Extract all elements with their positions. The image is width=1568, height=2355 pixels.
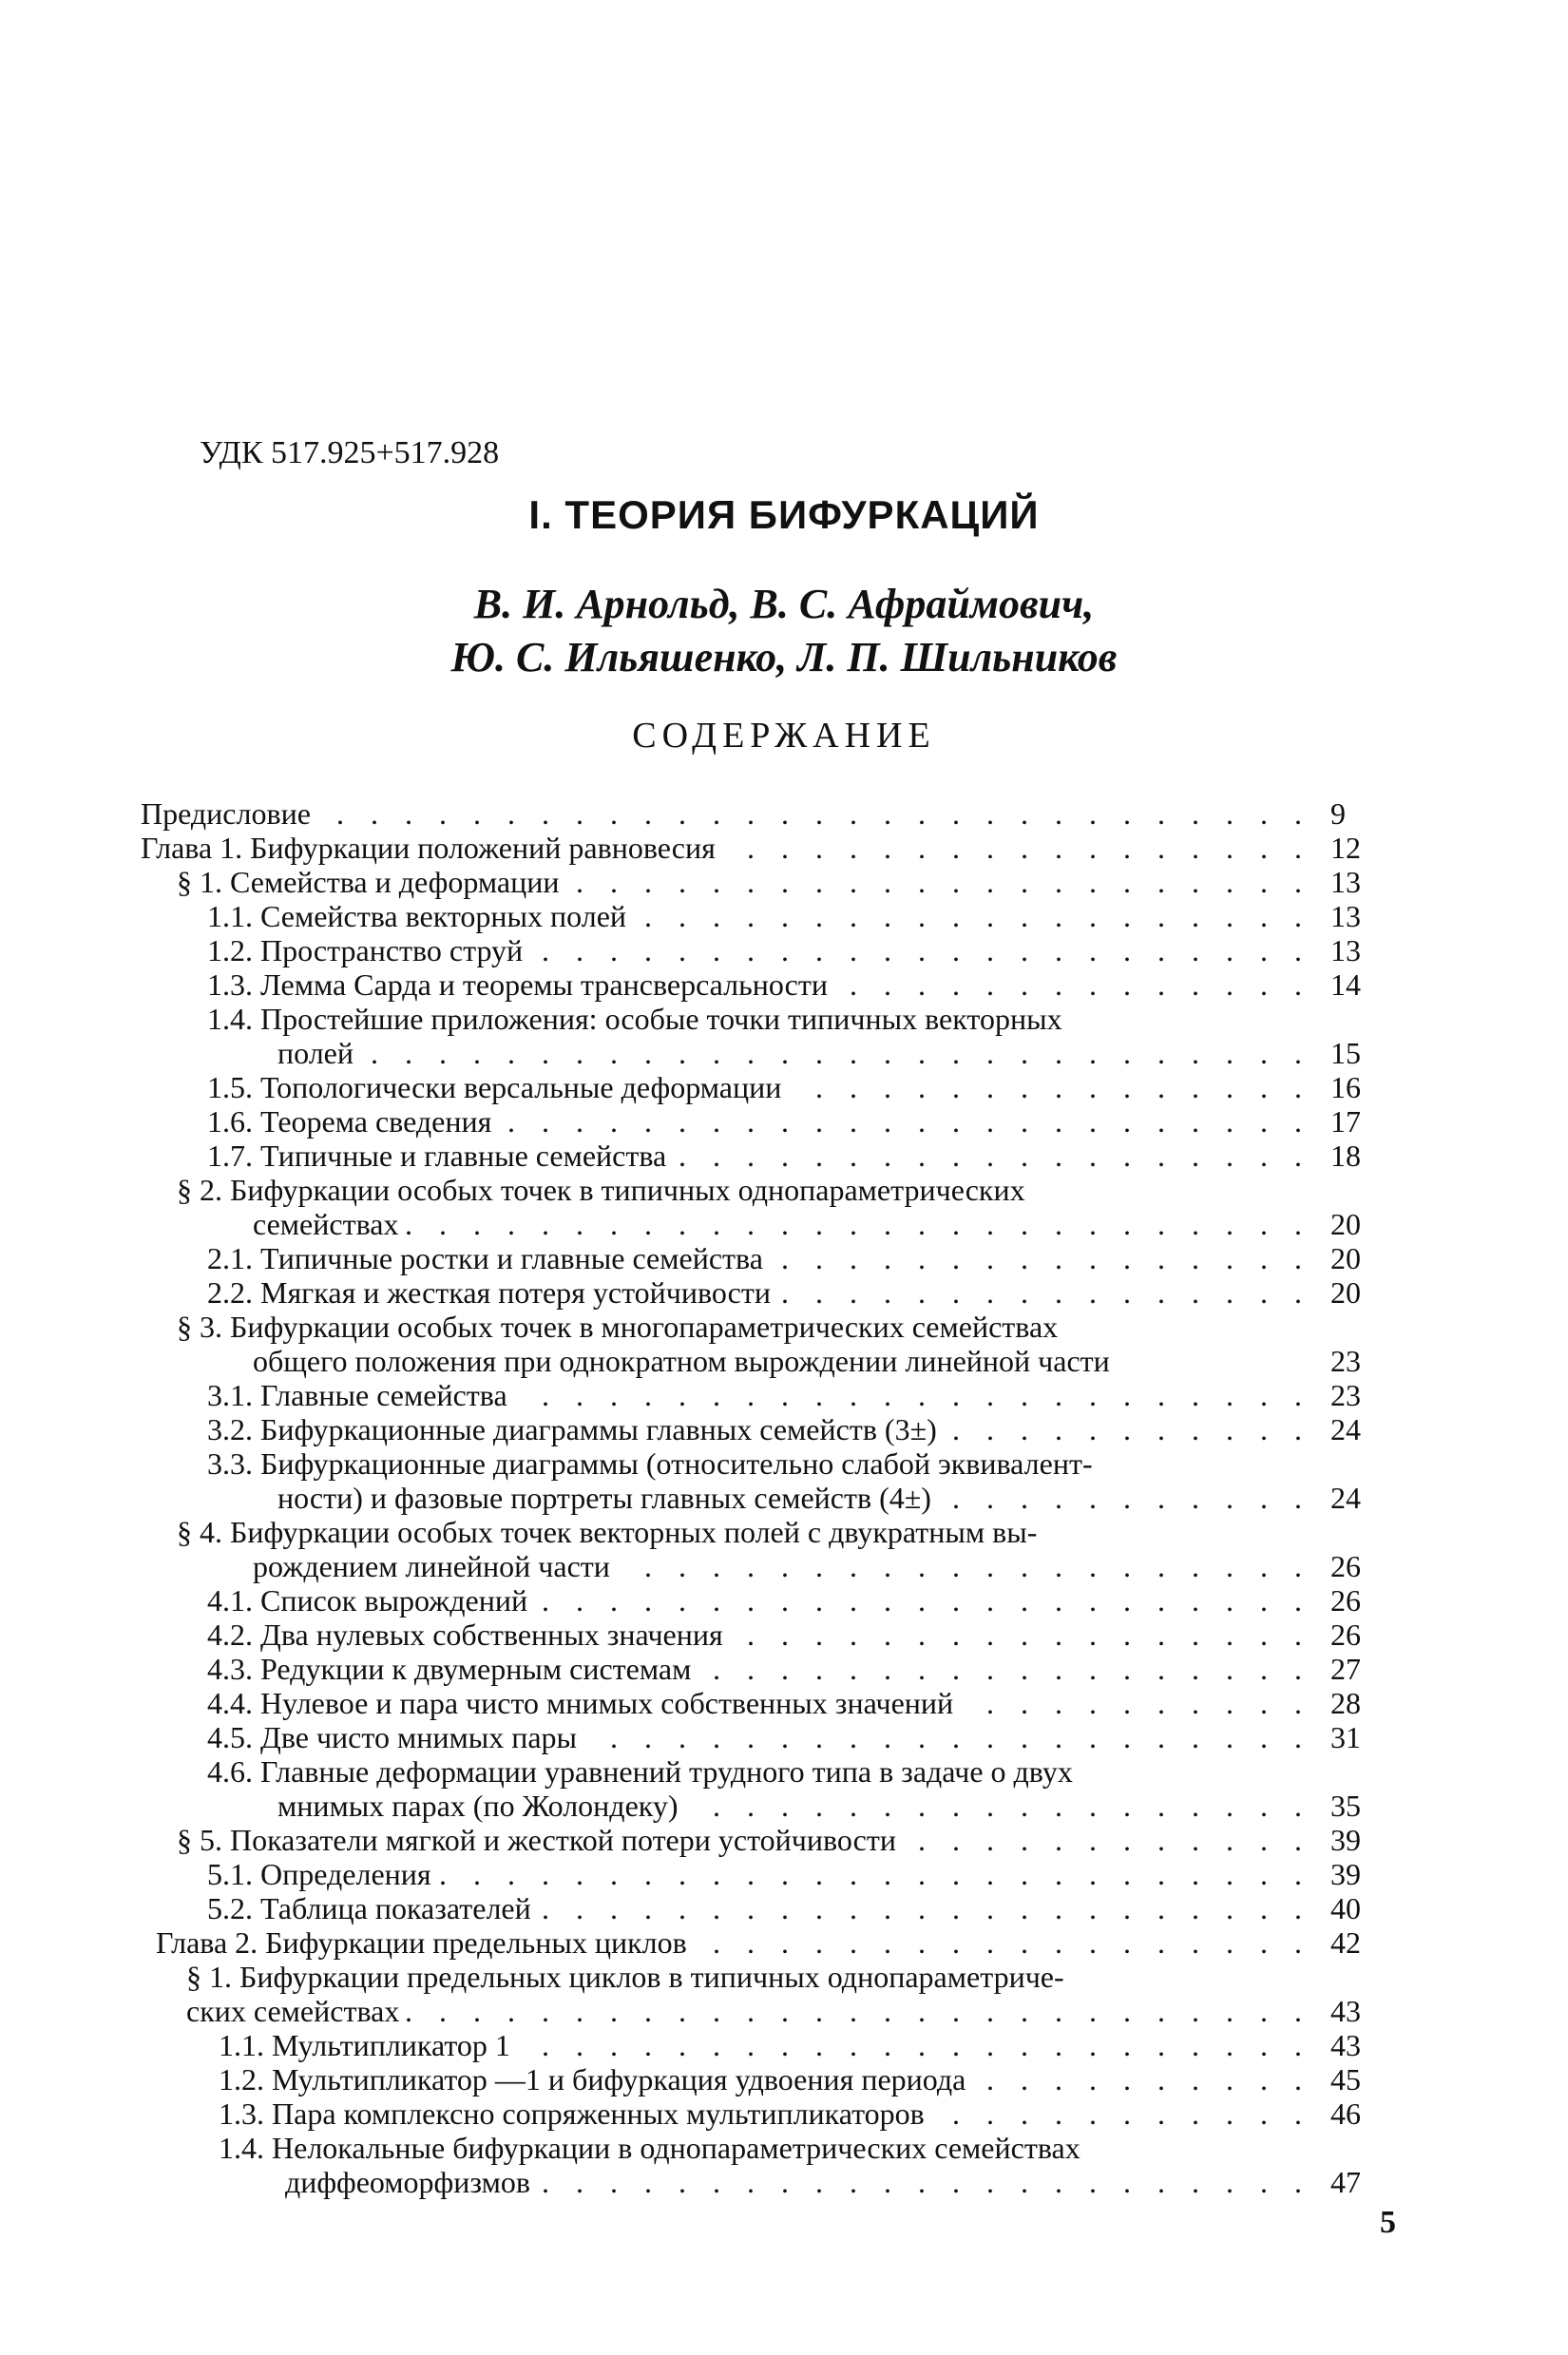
toc-entry-title: 1.6. Теорема сведения [207,1104,497,1139]
toc-entry [141,1925,1406,1960]
toc-entry-page: 20 [1330,1207,1361,1241]
toc-entry [141,1344,1406,1378]
toc-entry-title: § 5. Показатели мягкой и жесткой потери устойчивости [177,1823,902,1857]
toc-entry-title: ности) и фазовые портреты главных семейств (4±) [277,1481,937,1515]
toc-entry-page: 14 [1330,967,1361,1002]
toc-entry-text-wrap [207,1241,1311,1275]
toc-entry [141,1207,1406,1241]
toc-entry-title: 1.3. Лемма Сарда и теоремы трансверсальности [207,967,833,1002]
toc-entry-text-wrap [207,933,1311,967]
toc-entry [141,1891,1406,1925]
toc-entry-page: 26 [1330,1618,1361,1652]
toc-entry-title: диффеоморфизмов [285,2165,536,2199]
toc-entry-text-wrap [219,2062,1311,2097]
toc-entry [141,2131,1406,2165]
toc-entry-title: 1.1. Семейства векторных полей [207,899,632,933]
toc-entry-page: 20 [1330,1241,1361,1275]
toc-entry [141,1960,1406,1994]
toc-entry-text-wrap [207,1686,1311,1720]
authors-line: В. И. Арнольд, В. С. Афраймович, [473,581,1095,627]
authors-line: Ю. С. Ильяшенко, Л. П. Шильников [450,634,1118,680]
toc-entry [141,1310,1406,1344]
toc-entry-text-wrap [207,1857,1311,1891]
toc-entry [141,1173,1406,1207]
toc-entry-text-wrap [207,1275,1311,1310]
toc-entry [141,1104,1406,1139]
udk-code: УДК 517.925+517.928 [200,435,500,470]
toc-entry-text-wrap [207,1652,1311,1686]
toc-entry-text-wrap [177,1823,1311,1857]
toc-entry-text-wrap [141,831,1311,865]
toc-entry-page: 43 [1330,2028,1361,2062]
toc-entry-text-wrap [186,1994,1311,2028]
toc-entry-page: 13 [1330,865,1361,899]
toc-entry-title: 4.2. Два нулевых собственных значения [207,1618,729,1652]
toc-entry-title: рождением линейной части [253,1549,616,1583]
toc-entry-page: 18 [1330,1139,1361,1173]
toc-entry-text-wrap [207,1139,1311,1173]
toc-entry-title: полей [277,1036,359,1070]
toc-entry-text-wrap [207,967,1311,1002]
toc-entry-page: 24 [1330,1412,1361,1446]
toc-entry-text-wrap [207,1720,1311,1754]
toc-entry-page: 26 [1330,1549,1361,1583]
toc-entry-page: 12 [1330,831,1361,865]
toc-entry-title: мнимых парах (по Жолондеку) [277,1789,684,1823]
toc-entry-title: 4.1. Список вырождений [207,1583,533,1618]
toc-entry [141,1378,1406,1412]
toc-entry [141,933,1406,967]
toc-entry-title: 1.2. Пространство струй [207,933,528,967]
toc-entry-title: 1.5. Топологически версальные деформации [207,1070,787,1104]
toc-entry [141,1002,1406,1036]
toc-entry-text-wrap [207,1754,1311,1789]
toc-entry-title: § 1. Семейства и деформации [177,865,564,899]
toc-entry [141,899,1406,933]
toc-entry-title: семействах [253,1207,404,1241]
toc-entry [141,1618,1406,1652]
toc-entry-title: 3.3. Бифуркационные диаграммы (относительно слабой эквивалент- [207,1446,1099,1481]
toc-entry [141,1549,1406,1583]
toc-entry-title: 5.2. Таблица показателей [207,1891,537,1925]
toc-entry-title: § 4. Бифуркации особых точек векторных полей с двукратным вы- [177,1515,1042,1549]
toc-entry-page: 43 [1330,1994,1361,2028]
toc-entry [141,1275,1406,1310]
toc-entry-text-wrap [207,1412,1311,1446]
toc-entry [141,1789,1406,1823]
toc-entry-page: 26 [1330,1583,1361,1618]
toc-entry-title: 4.4. Нулевое и пара чисто мнимых собственных значений [207,1686,959,1720]
toc-entry-page: 24 [1330,1481,1361,1515]
toc-entry [141,831,1406,865]
toc-entry-page: 9 [1330,796,1346,831]
toc-entry-title: Глава 1. Бифуркации положений равновесия [141,831,721,865]
toc-entry-title: 4.5. Две чисто мнимых пары [207,1720,583,1754]
toc-entry-text-wrap [253,1549,1311,1583]
toc-entry [141,796,1406,831]
toc-entry-page: 47 [1330,2165,1361,2199]
contents-heading: СОДЕРЖАНИЕ [632,716,936,756]
toc-entry-text-wrap [207,1891,1311,1925]
toc-entry-page: 13 [1330,933,1361,967]
toc-entry [141,2062,1406,2097]
toc-entry-page: 28 [1330,1686,1361,1720]
toc-entry [141,1857,1406,1891]
toc-entry-title: 1.2. Мультипликатор —1 и бифуркация удвоения периода [219,2062,971,2097]
toc-entry [141,1515,1406,1549]
toc-entry-page: 15 [1330,1036,1361,1070]
section-title: I. ТЕОРИЯ БИФУРКАЦИЙ [528,492,1040,537]
toc-entry [141,1720,1406,1754]
toc-entry-title: Глава 2. Бифуркации предельных циклов [156,1925,693,1960]
table-of-contents [141,796,1406,2199]
toc-entry-title: 3.2. Бифуркационные диаграммы главных семейств (3±) [207,1412,943,1446]
toc-entry [141,1412,1406,1446]
toc-entry-text-wrap [219,2028,1311,2062]
toc-entry-page: 23 [1330,1378,1361,1412]
toc-entry-title: 1.1. Мультипликатор 1 [219,2028,516,2062]
toc-entry-title: 5.1. Определения [207,1857,437,1891]
toc-entry-title: 4.3. Редукции к двумерным системам [207,1652,697,1686]
toc-entry-title: 1.4. Простейшие приложения: особые точки типичных векторных [207,1002,1068,1036]
toc-entry-text-wrap [219,2131,1311,2165]
toc-entry [141,1994,1406,2028]
toc-entry-text-wrap [207,1378,1311,1412]
toc-entry [141,2097,1406,2131]
toc-entry-page: 27 [1330,1652,1361,1686]
toc-entry-text-wrap [207,1446,1311,1481]
toc-entry [141,1652,1406,1686]
toc-entry [141,2028,1406,2062]
toc-entry-text-wrap [285,2165,1311,2199]
toc-entry-title: § 1. Бифуркации предельных циклов в типичных однопараметриче- [186,1960,1070,1994]
toc-entry [141,1139,1406,1173]
toc-entry-text-wrap [207,1583,1311,1618]
toc-entry [141,1481,1406,1515]
toc-entry-title: 2.1. Типичные ростки и главные семейства [207,1241,769,1275]
toc-entry-page: 20 [1330,1275,1361,1310]
toc-entry-text-wrap [207,899,1311,933]
toc-entry [141,1754,1406,1789]
toc-entry-text-wrap [277,1036,1311,1070]
toc-entry [141,2165,1406,2199]
toc-entry-page: 45 [1330,2062,1361,2097]
toc-entry-page: 40 [1330,1891,1361,1925]
authors [0,578,1568,684]
toc-entry-text-wrap [277,1481,1311,1515]
toc-entry-page: 13 [1330,899,1361,933]
toc-entry-page: 39 [1330,1857,1361,1891]
toc-entry-text-wrap [177,1173,1311,1207]
toc-entry-title: ских семействах [186,1994,405,2028]
toc-entry [141,1583,1406,1618]
toc-entry-title: 4.6. Главные деформации уравнений трудного типа в задаче о двух [207,1754,1079,1789]
toc-entry-page: 31 [1330,1720,1361,1754]
toc-entry [141,865,1406,899]
toc-entry [141,1686,1406,1720]
toc-entry-text-wrap [207,1002,1311,1036]
toc-entry-text-wrap [177,1310,1311,1344]
toc-entry [141,1823,1406,1857]
toc-entry [141,1070,1406,1104]
toc-entry-title: § 2. Бифуркации особых точек в типичных однопараметрических [177,1173,1031,1207]
toc-entry-text-wrap [177,865,1311,899]
toc-entry-title: 1.3. Пара комплексно сопряженных мультипликаторов [219,2097,930,2131]
toc-entry-page: 42 [1330,1925,1361,1960]
toc-entry-page: 35 [1330,1789,1361,1823]
toc-entry [141,967,1406,1002]
toc-entry-text-wrap [253,1344,1311,1378]
toc-entry-title: 1.7. Типичные и главные семейства [207,1139,672,1173]
toc-entry-page: 17 [1330,1104,1361,1139]
toc-entry-text-wrap [207,1104,1311,1139]
toc-entry-title: § 3. Бифуркации особых точек в многопараметрических семействах [177,1310,1063,1344]
toc-entry-text-wrap [207,1070,1311,1104]
toc-entry [141,1446,1406,1481]
toc-entry-text-wrap [207,1618,1311,1652]
toc-entry-text-wrap [277,1789,1311,1823]
toc-entry-text-wrap [219,2097,1311,2131]
toc-entry-page: 23 [1330,1344,1361,1378]
toc-entry-title: 3.1. Главные семейства [207,1378,513,1412]
toc-entry-title: 2.2. Мягкая и жесткая потеря устойчивости [207,1275,776,1310]
toc-entry-text-wrap [177,1515,1311,1549]
toc-entry-title: 1.4. Нелокальные бифуркации в однопараметрических семействах [219,2131,1086,2165]
toc-entry [141,1241,1406,1275]
page-number: 5 [1380,2205,1396,2240]
toc-entry-page: 16 [1330,1070,1361,1104]
toc-entry-title: общего положения при однократном вырождении линейной части [253,1344,1116,1378]
toc-entry-page: 39 [1330,1823,1361,1857]
toc-entry-text-wrap [156,1925,1311,1960]
toc-entry-page: 46 [1330,2097,1361,2131]
toc-entry-title: Предисловие [141,796,316,831]
toc-entry-text-wrap [186,1960,1311,1994]
toc-entry-text-wrap [253,1207,1311,1241]
toc-entry [141,1036,1406,1070]
toc-entry-text-wrap [141,796,1311,831]
